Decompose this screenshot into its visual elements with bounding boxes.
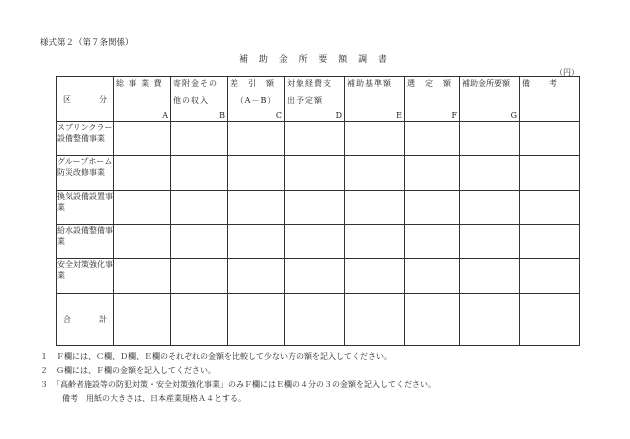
table-cell[interactable] [228,122,285,156]
table-cell[interactable] [285,225,345,259]
table-cell[interactable] [285,122,345,156]
table-cell[interactable] [405,259,460,293]
header-col-c-sym: C [275,111,282,120]
table-cell[interactable] [114,225,171,259]
table-cell[interactable] [520,122,580,156]
table-cell[interactable] [520,259,580,293]
header-col-c-line2: （A－B） [235,95,277,105]
table-cell[interactable] [520,156,580,190]
row-label: スプリンクラー設備整備事業 [57,122,114,156]
note-1: １ Ｆ欄には、Ｃ欄、Ｄ欄、Ｅ欄のそれぞれの金額を比較して少ない方の額を記入してください。 [40,352,392,361]
header-col-c-line1: 差 引 額 [230,79,275,88]
header-col-remarks [520,77,580,122]
table-cell[interactable] [171,293,228,345]
header-col-a-line1: 総 事 業 費 [116,79,163,88]
total-right: 計 [99,314,107,324]
header-col-remarks-line1: 備 考 [522,79,558,88]
table-cell[interactable] [345,156,405,190]
header-col-d-line1: 対象経費支 [287,79,332,88]
header-col-d [285,77,345,122]
header-col-c [228,77,285,122]
table-cell[interactable] [114,156,171,190]
unit-label: （円） [555,68,579,77]
header-col-e-line1: 補助基準額 [347,79,392,88]
table-cell[interactable] [405,156,460,190]
total-left: 合 [63,314,71,324]
kubun-right: 分 [99,94,107,104]
table-cell[interactable] [114,122,171,156]
table-cell[interactable] [285,190,345,224]
notes [40,350,436,406]
header-col-g [460,77,520,122]
table-cell[interactable] [228,190,285,224]
table-cell[interactable] [520,190,580,224]
table-cell[interactable] [171,156,228,190]
table-cell[interactable] [345,122,405,156]
header-kubun [57,77,114,122]
header-col-d-line2: 出予定額 [287,95,323,105]
table-cell[interactable] [228,293,285,345]
table-cell[interactable] [345,190,405,224]
header-col-f-sym: F [451,111,457,120]
table-cell[interactable] [285,293,345,345]
table-cell[interactable] [228,225,285,259]
header-col-b-line2: 他の収入 [173,95,209,105]
header-col-f [405,77,460,122]
header-col-g-line1: 補助金所要額 [462,79,510,88]
table-cell[interactable] [460,156,520,190]
header-col-g-sym: G [510,111,517,120]
table-cell[interactable] [171,259,228,293]
table-cell[interactable] [228,259,285,293]
table-row [57,156,580,190]
note-2: ２ Ｇ欄には、Ｆ欄の金額を記入してください。 [40,366,216,375]
table-cell[interactable] [171,190,228,224]
table-cell[interactable] [460,190,520,224]
table-cell[interactable] [520,293,580,345]
table-cell[interactable] [460,259,520,293]
table-cell[interactable] [345,259,405,293]
table-cell[interactable] [285,259,345,293]
row-label: 給水設備整備事業 [57,225,114,259]
table-cell[interactable] [345,225,405,259]
kubun-left: 区 [63,94,71,104]
table-cell[interactable] [171,225,228,259]
header-col-f-line1: 選 定 額 [407,79,452,88]
table-cell[interactable] [405,293,460,345]
table-cell[interactable] [171,122,228,156]
header-col-a-sym: A [162,111,168,120]
table-cell[interactable] [520,225,580,259]
table-cell[interactable] [285,156,345,190]
table-cell[interactable] [114,259,171,293]
table-cell[interactable] [405,225,460,259]
table-cell[interactable] [114,190,171,224]
table-cell[interactable] [460,225,520,259]
table-cell[interactable] [405,122,460,156]
table-row [57,190,580,224]
header-col-b-line1: 寄附金その [173,79,218,88]
table-cell[interactable] [460,122,520,156]
subsidy-table [56,76,580,346]
table-row [57,259,580,293]
table-row [57,122,580,156]
header-col-b [171,77,228,122]
row-label: 安全対策強化事業 [57,259,114,293]
note-3: ３ 「高齢者施設等の防犯対策・安全対策強化事業」のみＦ欄にはＥ欄の４分の３の金額を記入してください。 [40,380,436,389]
total-row [57,293,580,345]
table-cell[interactable] [228,156,285,190]
row-label: グループホーム防災改修事業 [57,156,114,190]
table-row [57,225,580,259]
form-code: 様式第２（第７条関係） [40,38,134,48]
document-title: 補 助 金 所 要 額 調 書 [238,55,392,65]
table-cell[interactable] [460,293,520,345]
table-cell[interactable] [345,293,405,345]
header-col-e-sym: E [396,111,402,120]
table-cell[interactable] [405,190,460,224]
header-col-d-sym: D [335,111,342,120]
header-col-a [114,77,171,122]
total-label [57,293,114,345]
row-label: 換気設備設置事業 [57,190,114,224]
remark: 備考 用紙の大きさは、日本産業規格Ａ４とする。 [62,394,246,403]
table-cell[interactable] [114,293,171,345]
header-col-e [345,77,405,122]
header-col-b-sym: B [219,111,225,120]
header-row [57,77,580,122]
